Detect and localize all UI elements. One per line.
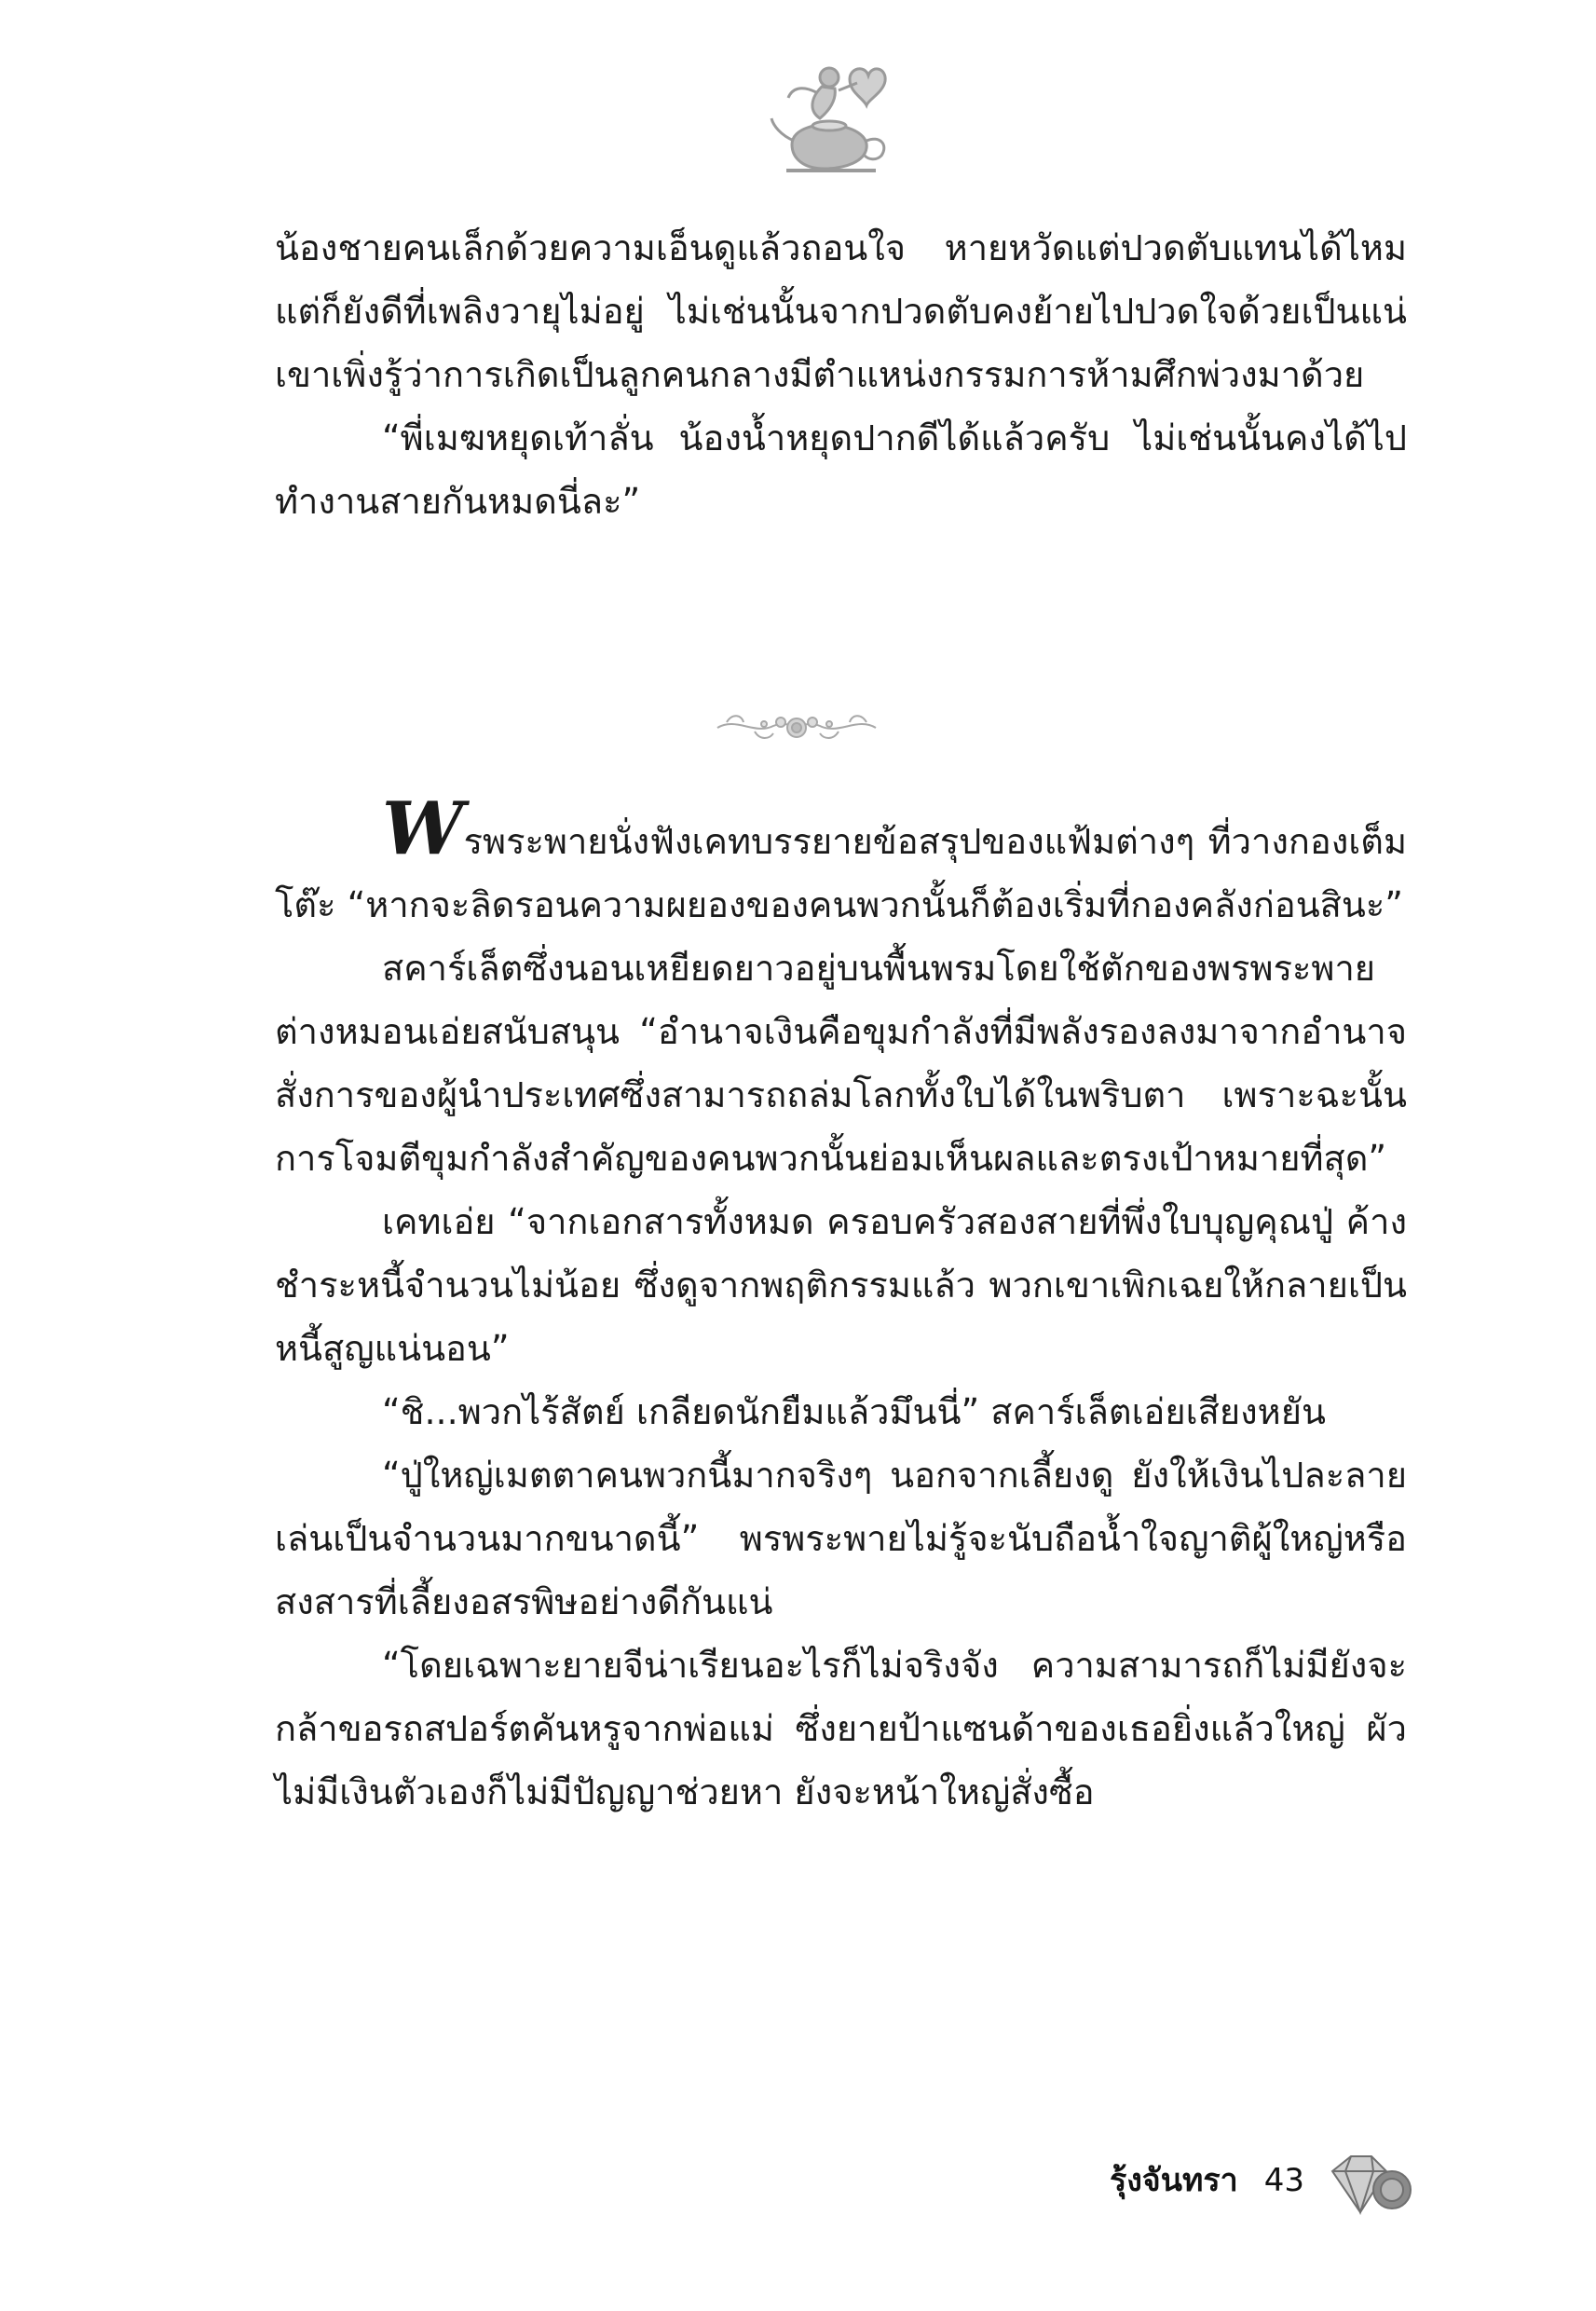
paragraph: น้องชายคนเล็กด้วยความเอ็นดูแล้วถอนใจ หายหวัดแต่ปวดตับแทนได้ไหม แต่ก็ยังดีที่เพลิงวายุไม่อยู่ ไม่เช่นนั้นจากปวดตับคงย้ายไปปวดใจด้วยเป็นแน่ เขาเพิ่งรู้ว่าการเกิดเป็นลูกคนกลางมีตำแหน่งกรรมการห้ามศึกพ่วงมาด้วย bbox=[275, 227, 1407, 395]
text-block-top bbox=[275, 216, 1407, 533]
paragraph: “พี่เมฆหยุดเท้าลั่น น้องน้ำหยุดปากดีได้แล้วครับ ไม่เช่นนั้นคงได้ไปทำงานสายกันหมดนี่ละ” bbox=[275, 417, 1407, 522]
paragraph: เคทเอ่ย “จากเอกสารทั้งหมด ครอบครัวสองสายที่พึ่งใบบุญคุณปู่ ค้างชำระหนี้จำนวนไม่น้อย ซึ่งดูจากพฤติกรรมแล้ว พวกเขาเพิกเฉยให้กลายเป็นหนี้สูญแน่นอน” bbox=[275, 1201, 1407, 1369]
floral-divider-icon bbox=[708, 694, 885, 759]
drop-cap: W bbox=[382, 786, 464, 871]
page-footer bbox=[932, 2153, 1304, 2208]
cupid-teapot-icon bbox=[764, 51, 904, 182]
book-title: รุ้งจันทรา bbox=[1109, 2162, 1238, 2199]
paragraph: “ชิ...พวกไร้สัตย์ เกลียดนักยืมแล้วมึนนี่” สคาร์เล็ตเอ่ยเสียงหยัน bbox=[382, 1391, 1326, 1432]
page-number: 43 bbox=[1263, 2162, 1304, 2199]
paragraph-text: รพระพายนั่งฟังเคทบรรยายข้อสรุปของแฟ้มต่างๆ ที่วางกองเต็มโต๊ะ “หากจะลิดรอนความผยองของคนพวกนั้นก็ต้องเริ่มที่กองคลังก่อนสินะ” bbox=[275, 821, 1407, 925]
paragraph: “โดยเฉพาะยายจีน่าเรียนอะไรก็ไม่จริงจัง ความสามารถก็ไม่มียังจะกล้าขอรถสปอร์ตคันหรูจากพ่อแม่ ซึ่งยายป้าแซนด้าของเธอยิ่งแล้วใหญ่ ผัวไม่มีเงินตัวเองก็ไม่มีปัญญาช่วยหา ยังจะหน้าใหญ่สั่งซื้อ bbox=[275, 1645, 1407, 1812]
text-block-main bbox=[275, 786, 1407, 1824]
paragraph: สคาร์เล็ตซึ่งนอนเหยียดยาวอยู่บนพื้นพรมโดยใช้ตักของพรพระพายต่างหมอนเอ่ยสนับสนุน “อำนาจเงินคือขุมกำลังที่มีพลังรองลงมาจากอำนาจสั่งการของผู้นำประเทศซึ่งสามารถถล่มโลกทั้งใบได้ในพริบตา เพราะฉะนั้นการโจมตีขุมกำลังสำคัญของคนพวกนั้นย่อมเห็นผลและตรงเป้าหมายที่สุด” bbox=[275, 948, 1407, 1179]
paragraph: “ปู่ใหญ่เมตตาคนพวกนี้มากจริงๆ นอกจากเลี้ยงดู ยังให้เงินไปละลายเล่นเป็นจำนวนมากขนาดนี้” พรพระพายไม่รู้จะนับถือน้ำใจญาติผู้ใหญ่หรือสงสารที่เลี้ยงอสรพิษอย่างดีกันแน่ bbox=[275, 1455, 1407, 1622]
paragraph bbox=[275, 786, 1407, 937]
gem-icon bbox=[1314, 2143, 1416, 2227]
